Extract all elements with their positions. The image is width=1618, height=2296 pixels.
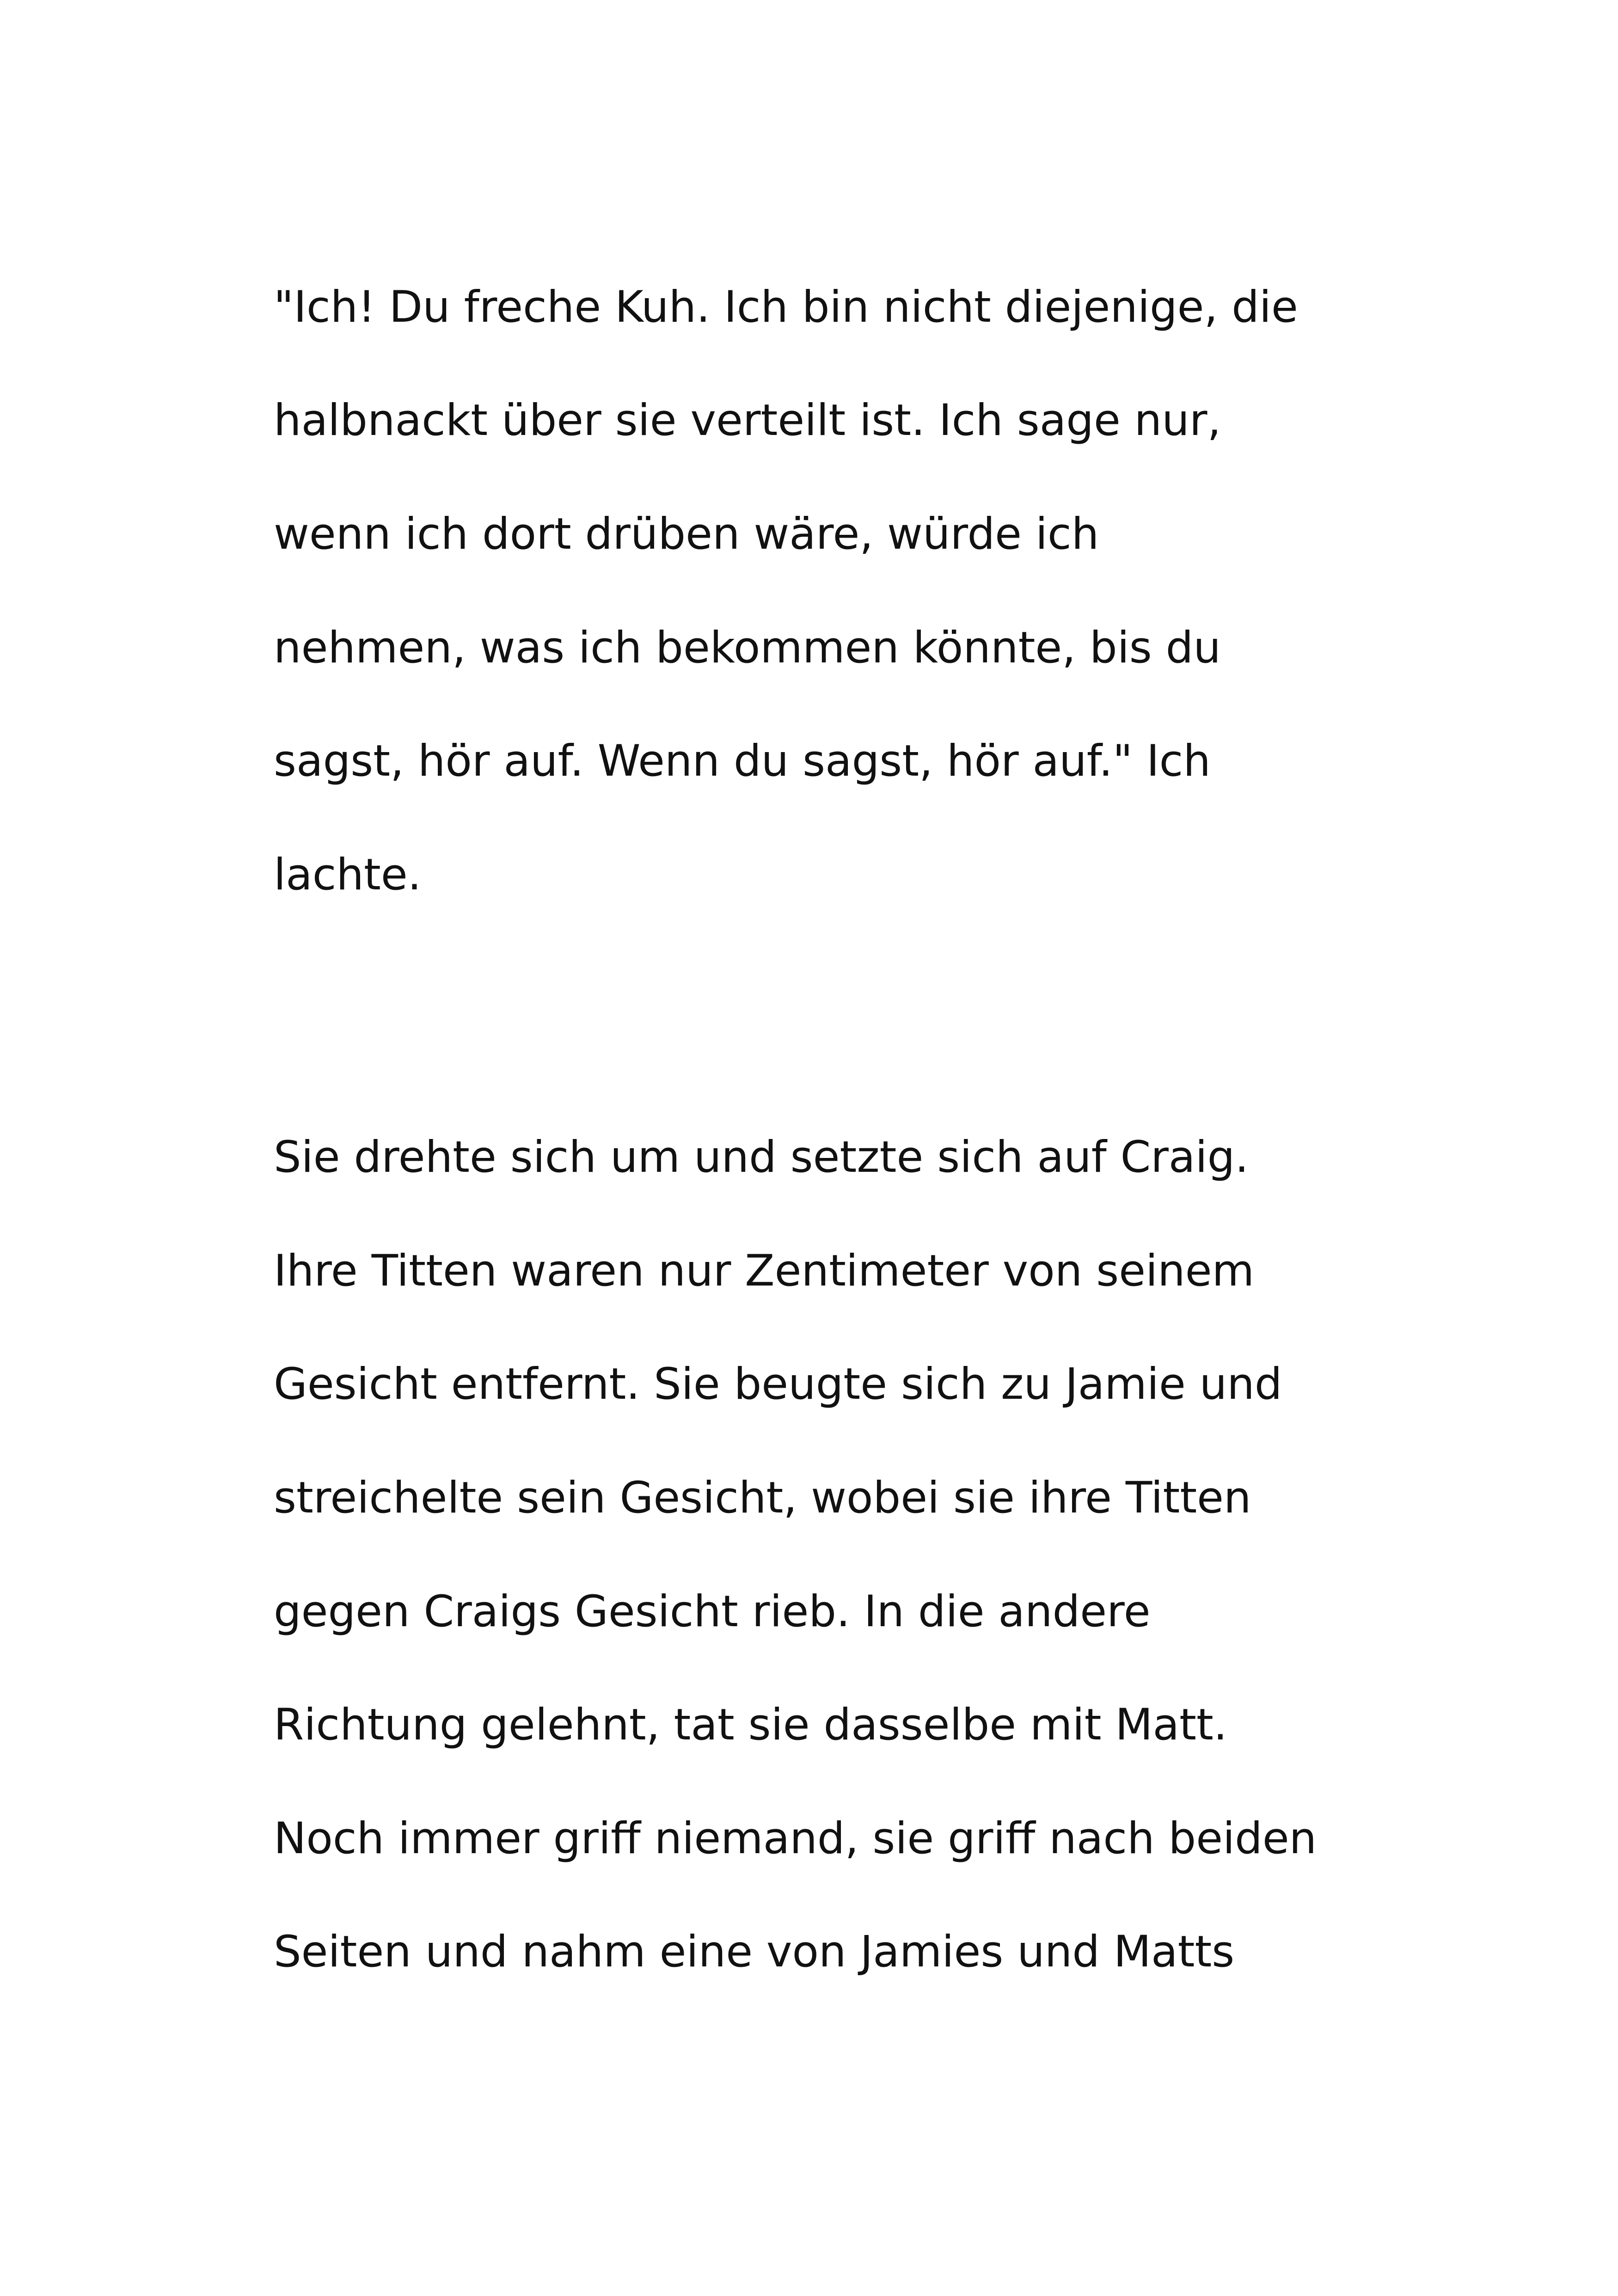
text-line: Seiten und nahm eine von Jamies und Matts — [274, 1927, 1235, 1977]
text-line: "Ich! Du freche Kuh. Ich bin nicht diejenige, die — [274, 282, 1298, 332]
text-line: Richtung gelehnt, tat sie dasselbe mit Matt. — [274, 1700, 1227, 1750]
text-line: Noch immer griff niemand, sie griff nach beiden — [274, 1813, 1317, 1864]
text-line: nehmen, was ich bekommen könnte, bis du — [274, 623, 1221, 673]
text-line: gegen Craigs Gesicht rieb. In die andere — [274, 1586, 1151, 1637]
text-line: lachte. — [274, 850, 422, 900]
text-line: sagst, hör auf. Wenn du sagst, hör auf." Ich — [274, 736, 1211, 786]
text-line: Sie drehte sich um und setzte sich auf Craig. — [274, 1132, 1249, 1182]
text-line: wenn ich dort drüben wäre, würde ich — [274, 509, 1099, 559]
text-line: Ihre Titten waren nur Zentimeter von seinem — [274, 1246, 1255, 1296]
text-line: Gesicht entfernt. Sie beugte sich zu Jamie und — [274, 1359, 1282, 1409]
text-line: streichelte sein Gesicht, wobei sie ihre Titten — [274, 1473, 1251, 1523]
text-line: halbnackt über sie verteilt ist. Ich sage nur, — [274, 395, 1221, 446]
